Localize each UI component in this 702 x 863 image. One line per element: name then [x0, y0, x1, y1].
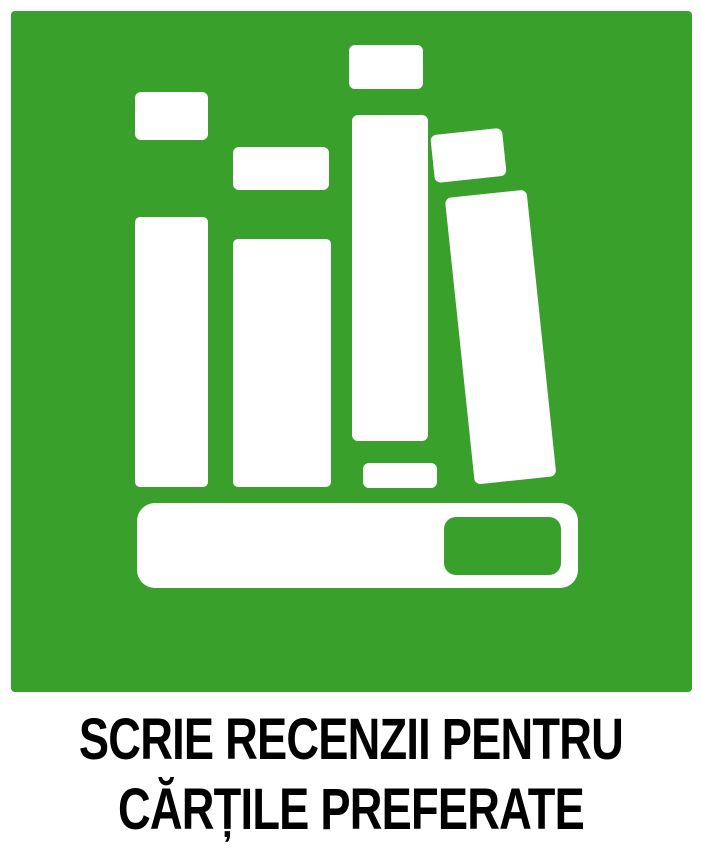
- book-1-label: [135, 92, 208, 140]
- books-on-shelf-icon: [11, 11, 692, 692]
- logo-background: [11, 11, 692, 692]
- caption-line-1: SCRIE RECENZII PENTRU: [78, 707, 624, 772]
- book-3-spine: [352, 115, 428, 441]
- book-3-top-label: [349, 45, 423, 89]
- caption-line-2: CĂRȚILE PREFERATE: [118, 777, 584, 842]
- book-2-label: [233, 147, 329, 190]
- book-2-spine: [233, 239, 331, 487]
- caption: [0, 705, 702, 845]
- book-1-spine: [135, 217, 208, 487]
- books-logo: [11, 11, 692, 692]
- book-4-label: [430, 128, 507, 183]
- lying-book-label: [444, 517, 561, 575]
- book-3-bottom-label: [363, 463, 437, 488]
